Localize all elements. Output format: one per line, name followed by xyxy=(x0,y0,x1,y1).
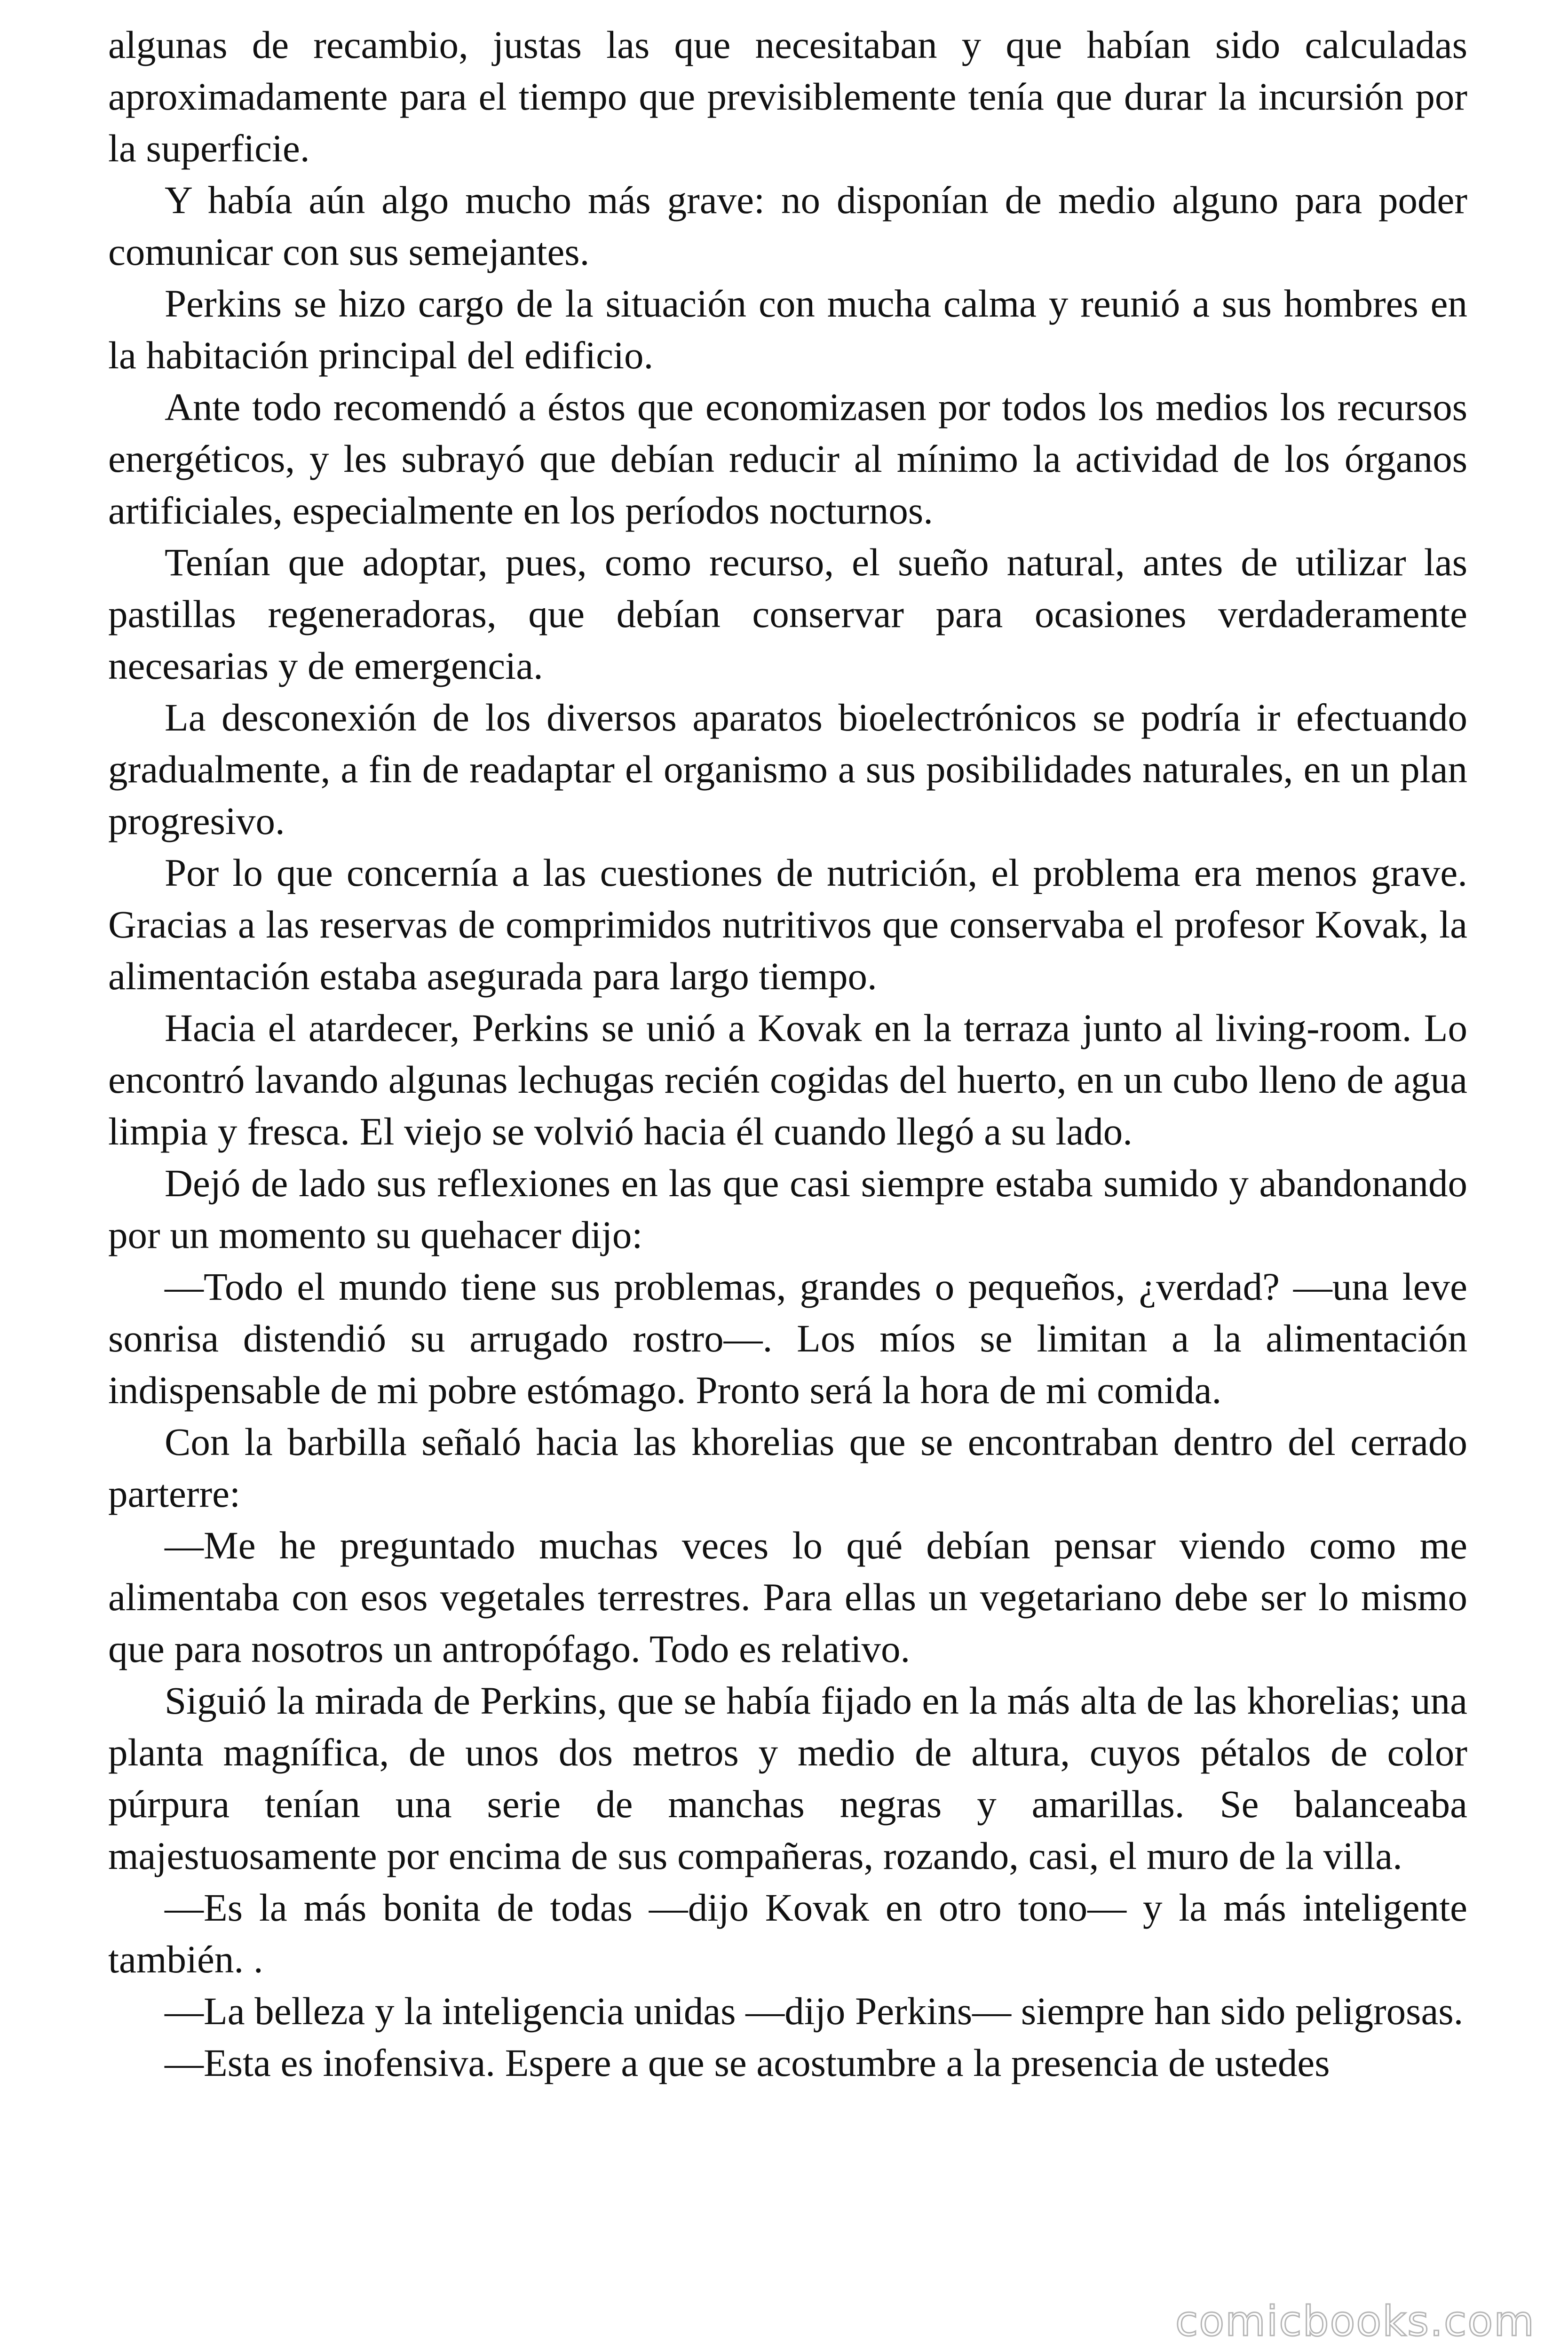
paragraph: Ante todo recomendó a éstos que economizasen por todos los medios los recursos energéticos, y les subrayó que debían reducir al mínimo la actividad de los órganos artificiales, especialmente en los períodos nocturnos. xyxy=(108,385,1467,532)
paragraph: —Todo el mundo tiene sus problemas, grandes o pequeños, ¿verdad? —una leve sonrisa distendió su arrugado rostro—. Los míos se limitan a la alimentación indispensable de mi pobre estómago. Pronto será la hora de mi comida. xyxy=(108,1265,1467,1412)
paragraph: algunas de recambio, justas las que necesitaban y que habían sido calculadas aproximadamente para el tiempo que previsiblemente tenía que durar la incursión por la superficie. xyxy=(108,23,1467,170)
paragraph: Por lo que concernía a las cuestiones de nutrición, el problema era menos grave. Gracias a las reservas de comprimidos nutritivos que conservaba el profesor Kovak, la alimentación estaba asegurada para largo tiempo. xyxy=(108,851,1467,998)
watermark: comicbooks.com xyxy=(1175,2297,1535,2345)
paragraph: Con la barbilla señaló hacia las khorelias que se encontraban dentro del cerrado parterre: xyxy=(108,1420,1467,1515)
paragraph: La desconexión de los diversos aparatos bioelectrónicos se podría ir efectuando gradualmente, a fin de readaptar el organismo a sus posibilidades naturales, en un plan progresivo. xyxy=(108,696,1467,842)
paragraph: Hacia el atardecer, Perkins se unió a Kovak en la terraza junto al living-room. Lo encontró lavando algunas lechugas recién cogidas del huerto, en un cubo lleno de agua limpia y fresca. El viejo se volvió hacia él cuando llegó a su lado. xyxy=(108,1006,1467,1153)
page-body xyxy=(108,19,1467,2089)
paragraph: Dejó de lado sus reflexiones en las que casi siempre estaba sumido y abandonando por un momento su quehacer dijo: xyxy=(108,1161,1467,1256)
paragraph: —Esta es inofensiva. Espere a que se acostumbre a la presencia de ustedes xyxy=(165,2041,1330,2084)
paragraph: —Me he preguntado muchas veces lo qué debían pensar viendo como me alimentaba con esos vegetales terrestres. Para ellas un vegetariano debe ser lo mismo que para nosotros un antropófago. Todo es relativo. xyxy=(108,1524,1467,1670)
paragraph: —La belleza y la inteligencia unidas —dijo Perkins— siempre han sido peligrosas. xyxy=(165,1989,1464,2033)
paragraph: Siguió la mirada de Perkins, que se había fijado en la más alta de las khorelias; una planta magnífica, de unos dos metros y medio de altura, cuyos pétalos de color púrpura tenían una serie de manchas negras y amarillas. Se balanceaba majestuosamente por encima de sus compañeras, rozando, casi, el muro de la villa. xyxy=(108,1679,1467,1877)
paragraph: Perkins se hizo cargo de la situación con mucha calma y reunió a sus hombres en la habitación principal del edificio. xyxy=(108,282,1467,377)
paragraph: Y había aún algo mucho más grave: no disponían de medio alguno para poder comunicar con sus semejantes. xyxy=(108,178,1467,273)
paragraph: Tenían que adoptar, pues, como recurso, el sueño natural, antes de utilizar las pastillas regeneradoras, que debían conservar para ocasiones verdaderamente necesarias y de emergencia. xyxy=(108,540,1467,687)
paragraph: —Es la más bonita de todas —dijo Kovak en otro tono— y la más inteligente también. . xyxy=(108,1886,1467,1981)
